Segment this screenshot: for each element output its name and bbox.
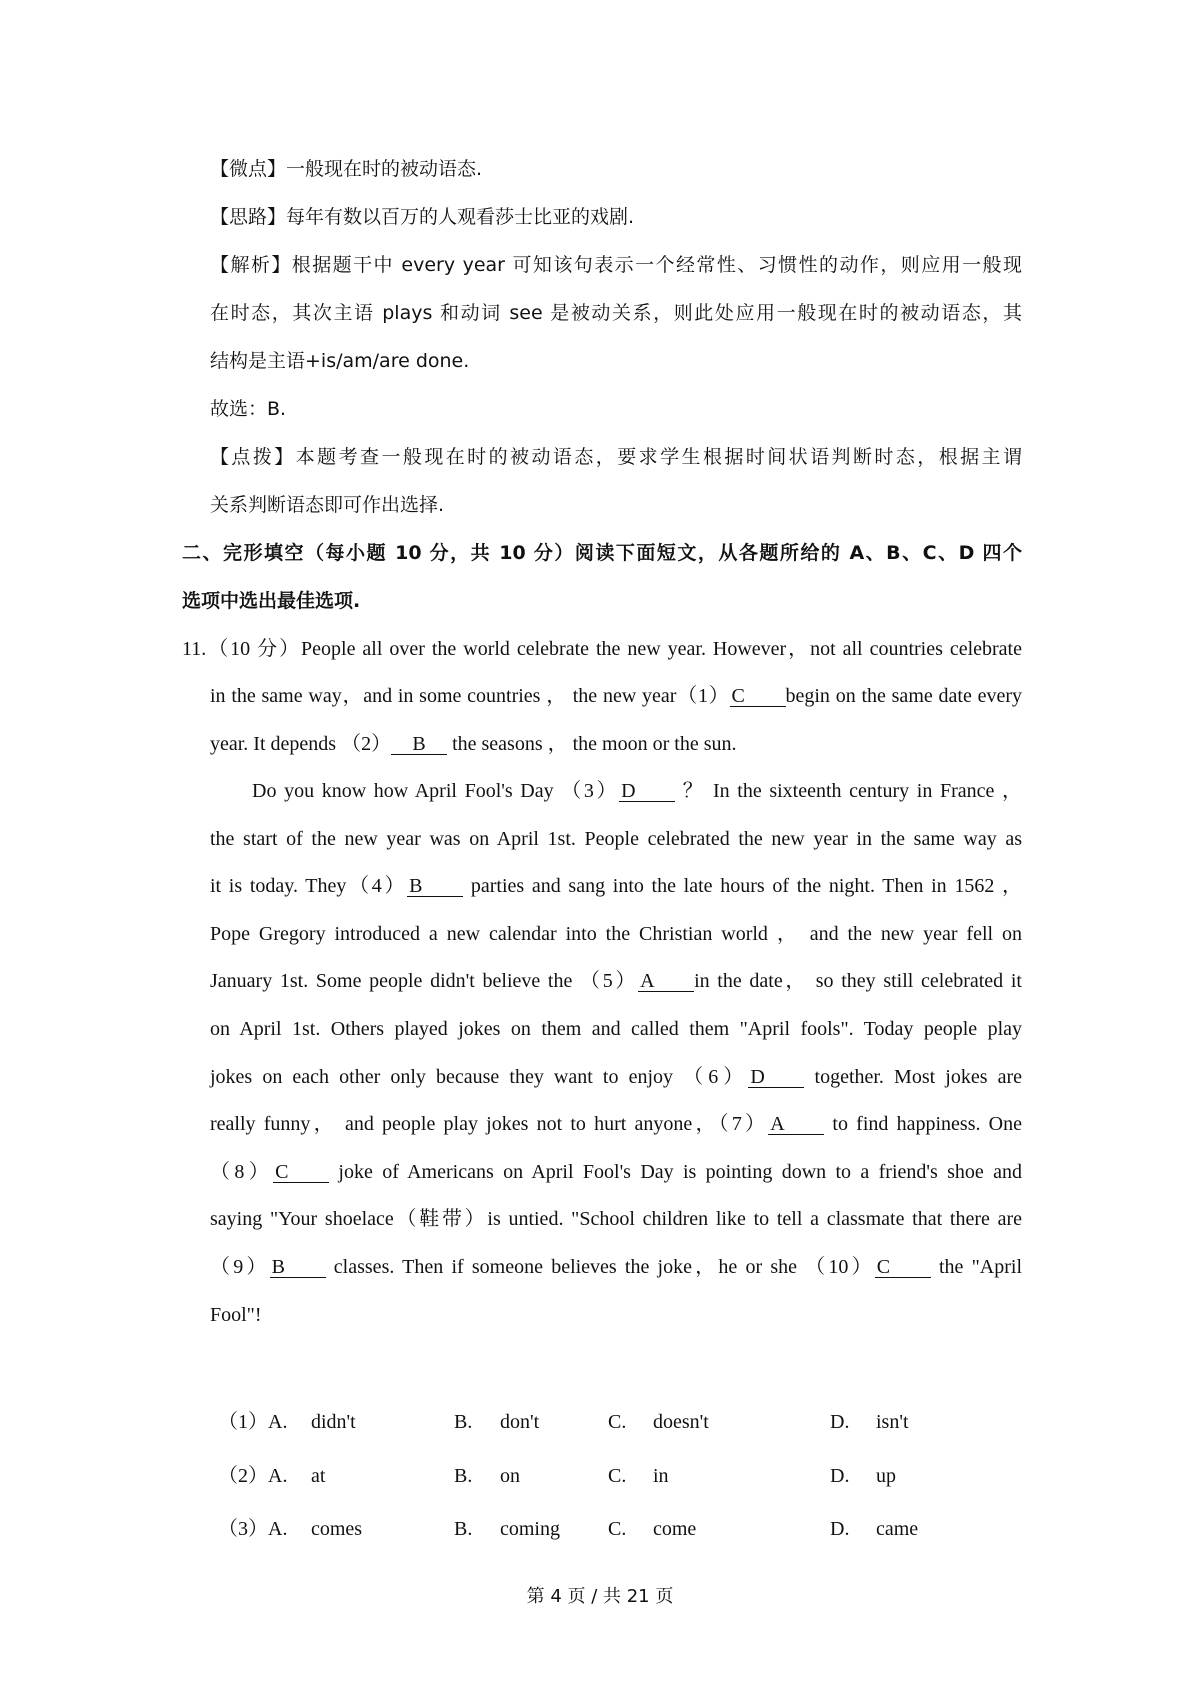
passage-line-10: jokes on each other only because they want to enjoy （6） D together. Most jokes are: [210, 1066, 1022, 1088]
answer-blank-8: C: [273, 1162, 329, 1183]
answer-blank-7: A: [768, 1114, 824, 1135]
passage-line-14: （9） B classes. Then if someone believes the joke，he or she （10） C the "April: [210, 1256, 1022, 1278]
option-2-a: at: [311, 1465, 326, 1487]
option-2-c: in: [653, 1465, 669, 1487]
section-title-2: 选项中选出最佳选项.: [182, 590, 361, 612]
analysis-line-1: 【解析】根据题干中 every year 可知该句表示一个经常性、习惯性的动作，则应用一般现: [210, 254, 1022, 276]
option-3-b: coming: [500, 1518, 560, 1540]
page-footer: 第 4 页 / 共 21 页: [526, 1586, 674, 1607]
option-2-b: on: [500, 1465, 520, 1487]
answer-blank-4: B: [407, 876, 463, 897]
option-1-b: don't: [500, 1411, 540, 1433]
passage-line-2: in the same way，and in some countries ， the new year（1） C begin on the same date every: [210, 685, 1022, 707]
option-3-c-letter: C.: [608, 1518, 627, 1540]
analysis-line-2: 在时态，其次主语 plays 和动词 see 是被动关系，则此处应用一般现在时的被动语态，其: [210, 302, 1022, 324]
answer-blank-6: D: [748, 1067, 804, 1088]
answer-blank-2: B: [391, 734, 447, 755]
option-1-a: didn't: [311, 1411, 356, 1433]
point-line: 【微点】一般现在时的被动语态.: [210, 158, 483, 180]
passage-line-9: on April 1st. Others played jokes on them and called them "April fools". Today people play: [210, 1018, 1022, 1040]
option-2-d: up: [876, 1465, 896, 1487]
option-2-b-letter: B.: [454, 1465, 473, 1487]
section-title-1: 二、完形填空（每小题 10 分，共 10 分）阅读下面短文，从各题所给的 A、B、C、D 四个: [182, 542, 1022, 564]
option-3-a: comes: [311, 1518, 363, 1540]
answer-line: 故选：B.: [210, 398, 287, 420]
option-3-b-letter: B.: [454, 1518, 473, 1540]
option-1-d: isn't: [876, 1411, 909, 1433]
passage-line-8: January 1st. Some people didn't believe the （5） A in the date， so they still celebrated it: [210, 970, 1022, 992]
tip-line-2: 关系判断语态即可作出选择.: [210, 494, 445, 516]
passage-line-6: it is today. They（4） B parties and sang into the late hours of the night. Then in 1562 ，: [210, 875, 1023, 897]
answer-blank-3: D: [619, 781, 675, 802]
answer-blank-10: C: [875, 1257, 931, 1278]
option-2-d-letter: D.: [830, 1465, 850, 1487]
option-1-c-letter: C.: [608, 1411, 627, 1433]
option-3-d-letter: D.: [830, 1518, 850, 1540]
passage-line-11: really funny， and people play jokes not to hurt anyone，（7） A to find happiness. One: [210, 1113, 1022, 1135]
analysis-line-3: 结构是主语+is/am/are done.: [210, 350, 470, 372]
passage-line-7: Pope Gregory introduced a new calendar into the Christian world ， and the new year fell on: [210, 923, 1022, 945]
answer-blank-9: B: [270, 1257, 326, 1278]
tip-line-1: 【点拨】本题考查一般现在时的被动语态，要求学生根据时间状语判断时态，根据主谓: [210, 446, 1022, 468]
option-3-number: （3）A.: [218, 1518, 288, 1540]
answer-blank-5: A: [638, 971, 694, 992]
option-3-d: came: [876, 1518, 919, 1540]
option-1-d-letter: D.: [830, 1411, 850, 1433]
idea-line: 【思路】每年有数以百万的人观看莎士比亚的戏剧.: [210, 206, 635, 228]
option-1-c: doesn't: [653, 1411, 709, 1433]
option-3-c: come: [653, 1518, 697, 1540]
passage-line-3: year. It depends （2） B the seasons ， the moon or the sun.: [210, 733, 737, 755]
passage-line-5: the start of the new year was on April 1st. People celebrated the new year in the same way as: [210, 828, 1022, 850]
option-2-number: （2）A.: [218, 1465, 288, 1487]
passage-line-12: （8） C joke of Americans on April Fool's Day is pointing down to a friend's shoe and: [210, 1161, 1023, 1183]
passage-line-13: saying "Your shoelace（鞋带）is untied. "School children like to tell a classmate that there are: [210, 1208, 1022, 1230]
passage-line-4: Do you know how April Fool's Day （3） D ？ In the sixteenth century in France ，: [252, 780, 1022, 802]
answer-blank-1: C: [730, 686, 786, 707]
passage-line-15: Fool"!: [210, 1304, 262, 1326]
option-1-number: （1）A.: [218, 1411, 288, 1433]
option-1-b-letter: B.: [454, 1411, 473, 1433]
passage-line-1: 11.（10 分）People all over the world celebrate the new year. However，not all countries celebrate: [182, 638, 1022, 660]
option-2-c-letter: C.: [608, 1465, 627, 1487]
